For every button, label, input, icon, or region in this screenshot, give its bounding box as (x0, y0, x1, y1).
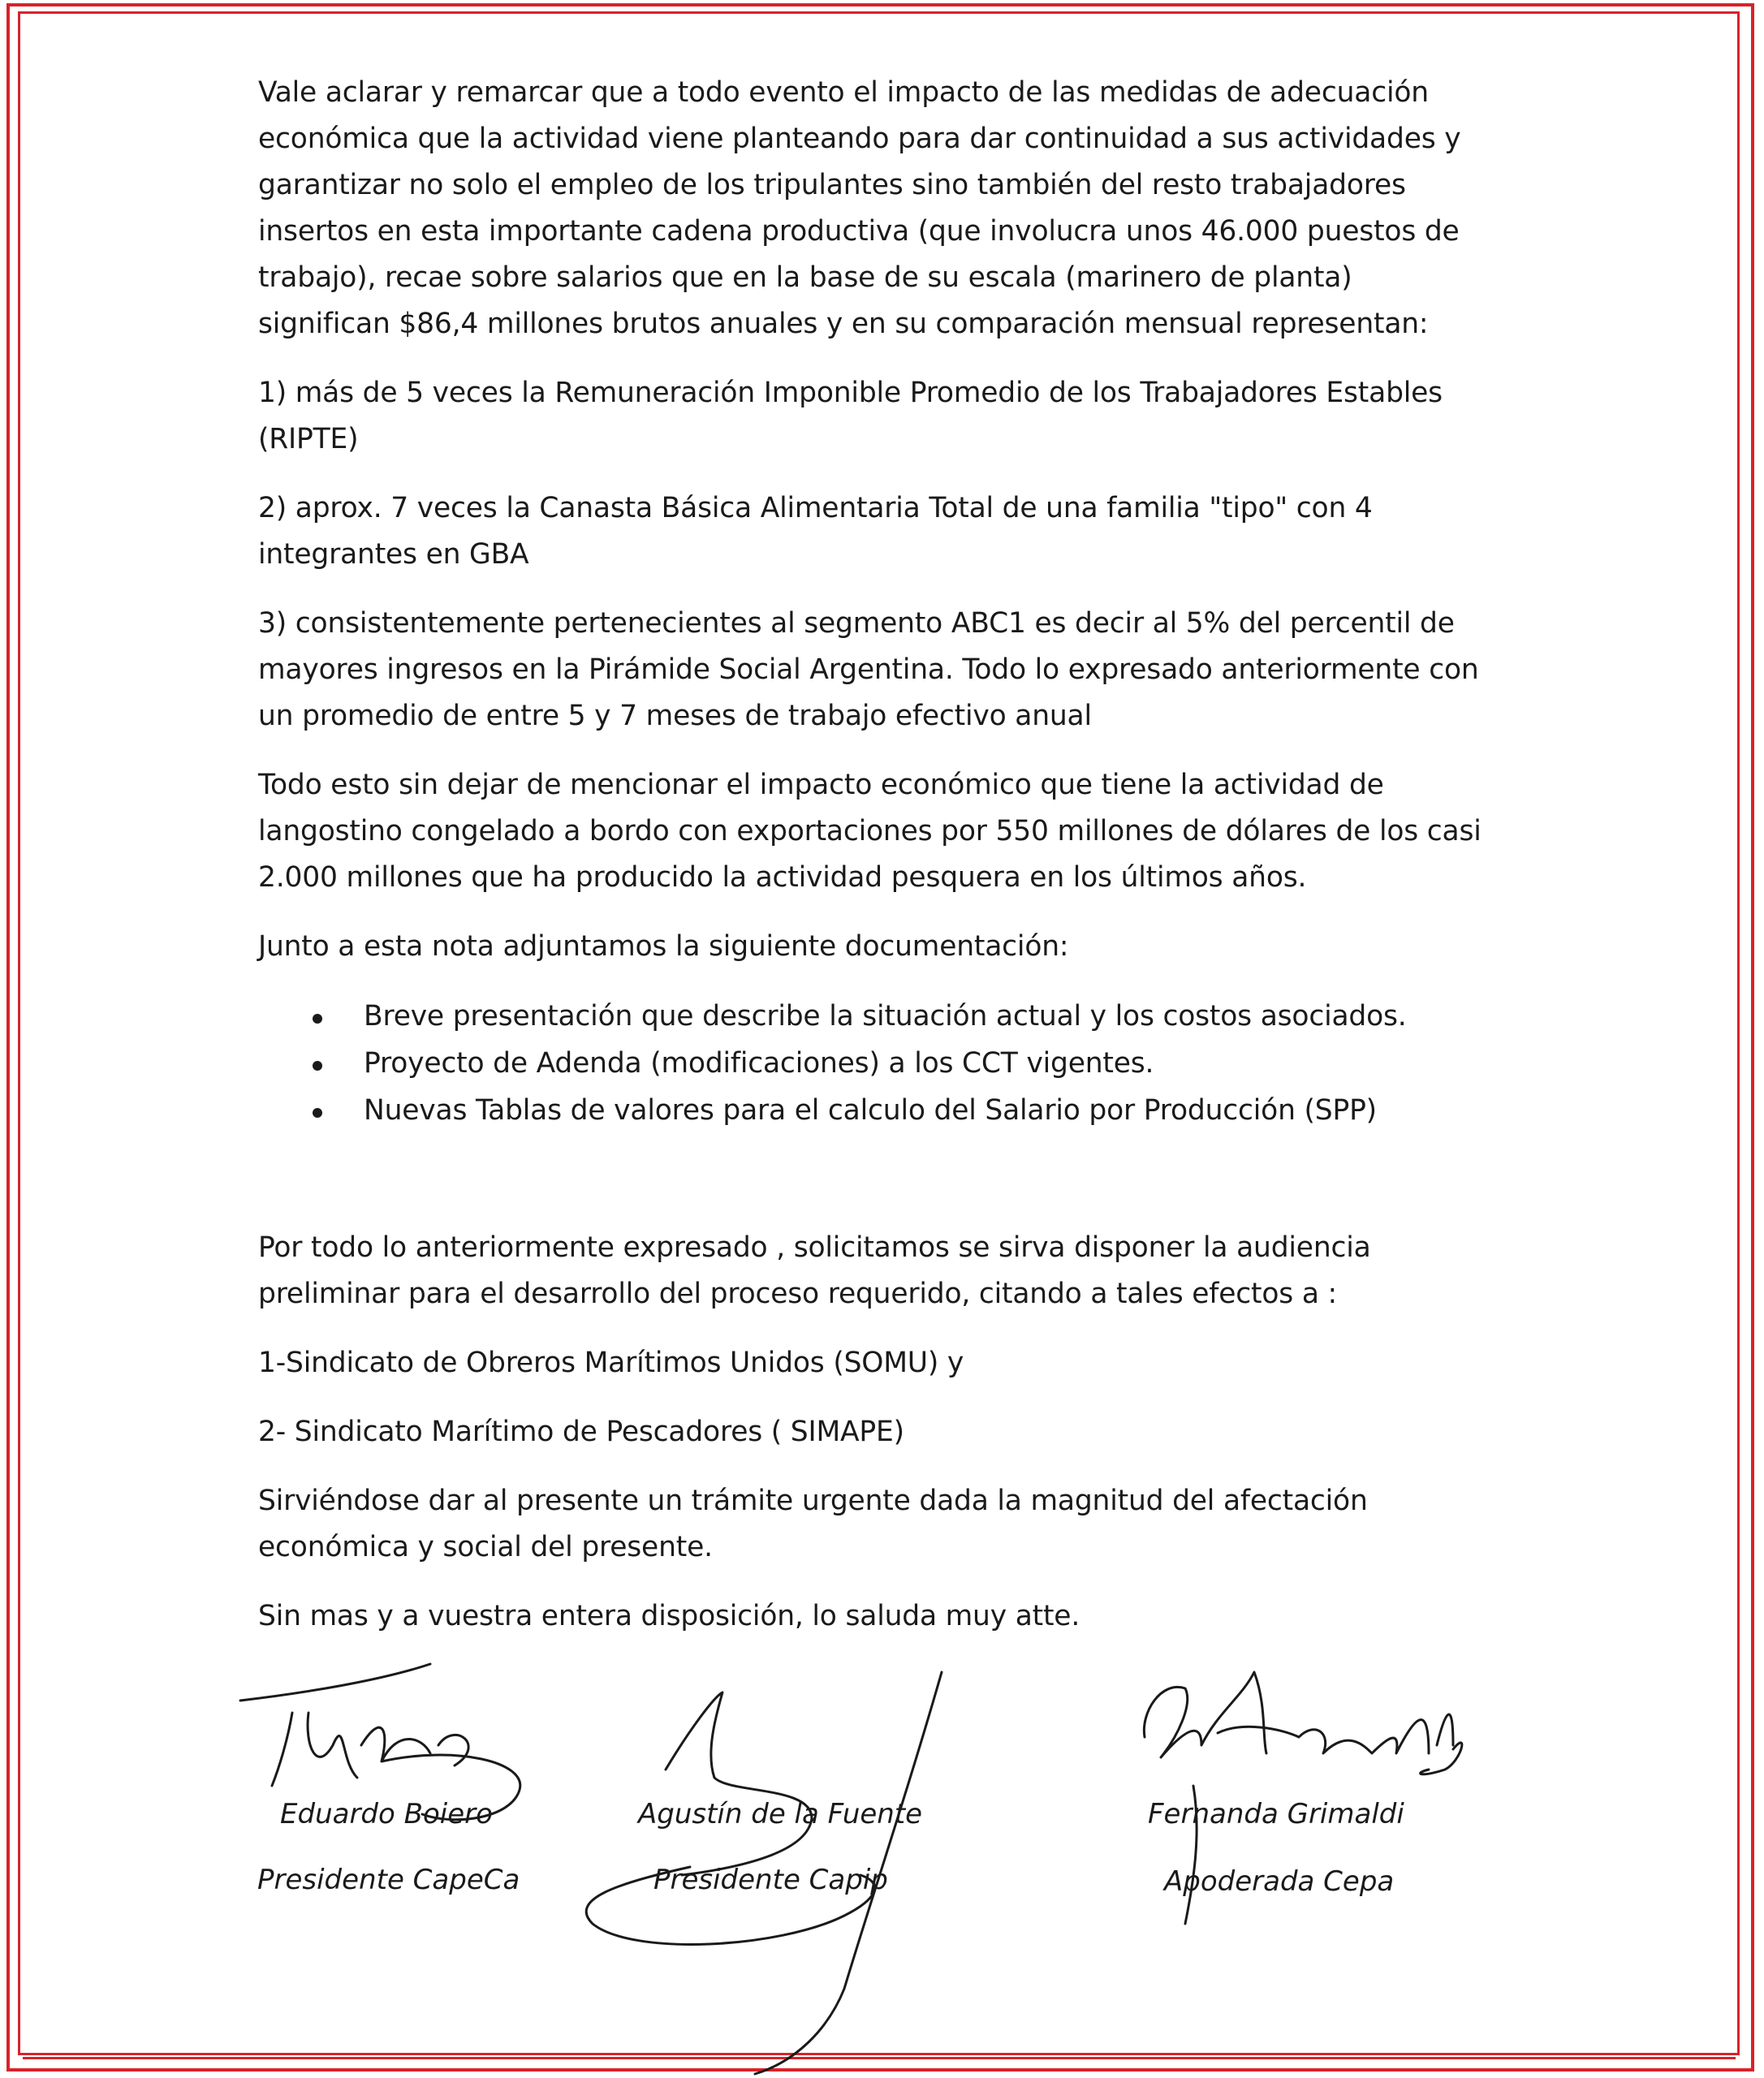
attachments-list (258, 993, 1492, 1134)
list-item: Proyecto de Adenda (modificaciones) a los CCT vigentes. (364, 1040, 1492, 1087)
list-item: Nuevas Tablas de valores para el calculo del Salario por Producción (SPP) (364, 1087, 1492, 1134)
paragraph-ripte: 1) más de 5 veces la Remuneración Imponible Promedio de los Trabajadores Estables (RIPTE) (258, 377, 1443, 455)
paragraph-closing: Sin mas y a vuestra entera disposición, lo saluda muy atte. (258, 1600, 1080, 1632)
signer-name: Eduardo Boiero (280, 1798, 493, 1830)
signer-role: Presidente CapeCa (257, 1864, 520, 1896)
list-item: Breve presentación que describe la situación actual y los costos asociados. (364, 993, 1492, 1040)
paragraph-simape: 2- Sindicato Marítimo de Pescadores ( SIMAPE) (258, 1416, 904, 1448)
letter-body (258, 70, 1492, 1662)
paragraph-urgent: Sirviéndose dar al presente un trámite urgente dada la magnitud del afectación económica y social del presente. (258, 1485, 1368, 1563)
page-border-bottom-rule (23, 2057, 1736, 2059)
signer-name: Agustín de la Fuente (638, 1798, 923, 1830)
signer-role: Apoderada Cepa (1164, 1865, 1395, 1898)
paragraph-impact: Vale aclarar y remarcar que a todo evento el impacto de las medidas de adecuación económica que la actividad viene planteando para dar continuidad a sus actividades y garantizar no solo el empleo de los tripulantes sino también del resto trabajadores insertos en esta importante cadena productiva (que involucra unos 46.000 puestos de trabajo), recae sobre salarios que en la base de su escala (marinero de planta) significan $86,4 millones brutos anuales y en su comparación mensual representan: (258, 76, 1461, 340)
signer-name: Fernanda Grimaldi (1148, 1798, 1404, 1830)
signer-role: Presidente Capip (653, 1864, 888, 1896)
paragraph-request: Por todo lo anteriormente expresado , solicitamos se sirva disponer la audiencia preliminar para el desarrollo del proceso requerido, citando a tales efectos a : (258, 1231, 1371, 1310)
paragraph-canasta: 2) aprox. 7 veces la Canasta Básica Alimentaria Total de una familia "tipo" con 4 integrantes en GBA (258, 492, 1373, 571)
paragraph-attachments-intro: Junto a esta nota adjuntamos la siguiente documentación: (258, 930, 1069, 963)
paragraph-exports: Todo esto sin dejar de mencionar el impacto económico que tiene la actividad de langostino congelado a bordo con exportaciones por 550 millones de dólares de los casi 2.000 millones que ha producido la actividad pesquera en los últimos años. (258, 769, 1482, 894)
paragraph-abc1: 3) consistentemente pertenecientes al segmento ABC1 es decir al 5% del percentil de mayores ingresos en la Pirámide Social Argentina. Todo lo expresado anteriormente con un promedio de entre 5 y 7 meses de trabajo efectivo anual (258, 607, 1479, 732)
paragraph-somu: 1-Sindicato de Obreros Marítimos Unidos (SOMU) y (258, 1347, 964, 1379)
